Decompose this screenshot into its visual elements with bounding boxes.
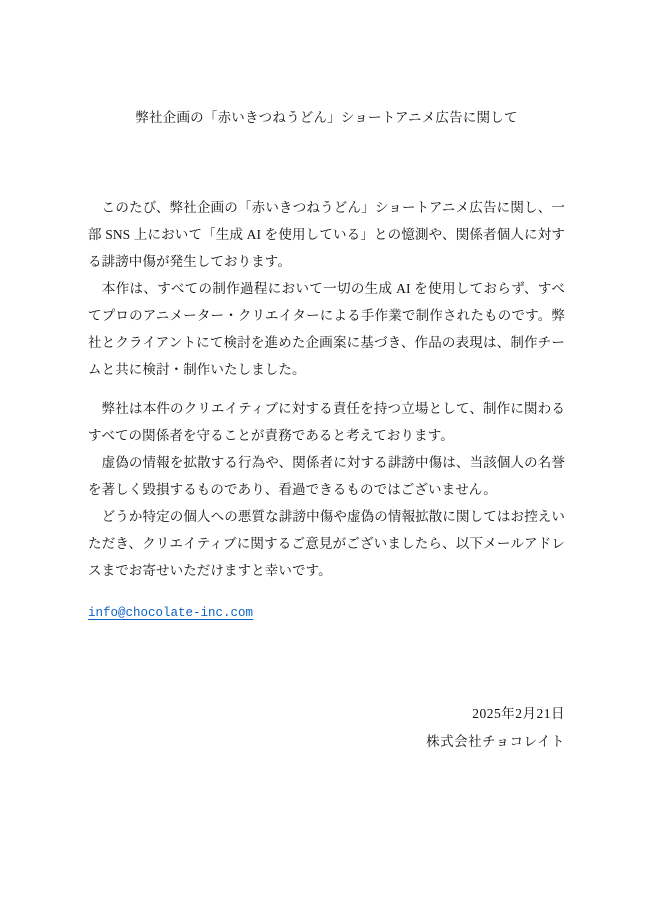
date-line: 2025年2月21日 xyxy=(472,706,565,721)
paragraph-no-ai-statement: 本作は、すべての制作過程において一切の生成 AI を使用しておらず、すべてプロのアニメーター・クリエイターによる手作業で制作されたものです。弊社とクライアントにて検討を進めた企画案に基づき、作品の表現は、制作チームと共に検討・制作いたしました。 xyxy=(88,281,565,377)
document-body xyxy=(88,194,565,627)
signature-block xyxy=(88,700,565,756)
email-link[interactable]: info@chocolate-inc.com xyxy=(88,606,254,620)
paragraph-incident: このたび、弊社企画の「赤いきつねうどん」ショートアニメ広告に関し、一部 SNS 上において「生成 AI を使用している」との憶測や、関係者個人に対する誹謗中傷が発生しております。 xyxy=(88,200,565,269)
paragraph-responsibility: 弊社は本件のクリエイティブに対する責任を持つ立場として、制作に関わるすべての関係者を守ることが責務であると考えております。 xyxy=(88,401,565,443)
page-title: 弊社企画の「赤いきつねうどん」ショートアニメ広告に関して xyxy=(135,110,518,125)
email-line xyxy=(88,598,565,627)
paragraph-defamation-warning: 虚偽の情報を拡散する行為や、関係者に対する誹謗中傷は、当該個人の名誉を著しく毀損するものであり、看過できるものではございません。 xyxy=(88,455,565,497)
company-name: 株式会社チョコレイト xyxy=(426,734,565,749)
paragraph-contact-request: どうか特定の個人への悪質な誹謗中傷や虚偽の情報拡散に関してはお控えいただき、クリエイティブに関するご意見がございましたら、以下メールアドレスまでお寄せいただけますと幸いです。 xyxy=(88,509,565,578)
